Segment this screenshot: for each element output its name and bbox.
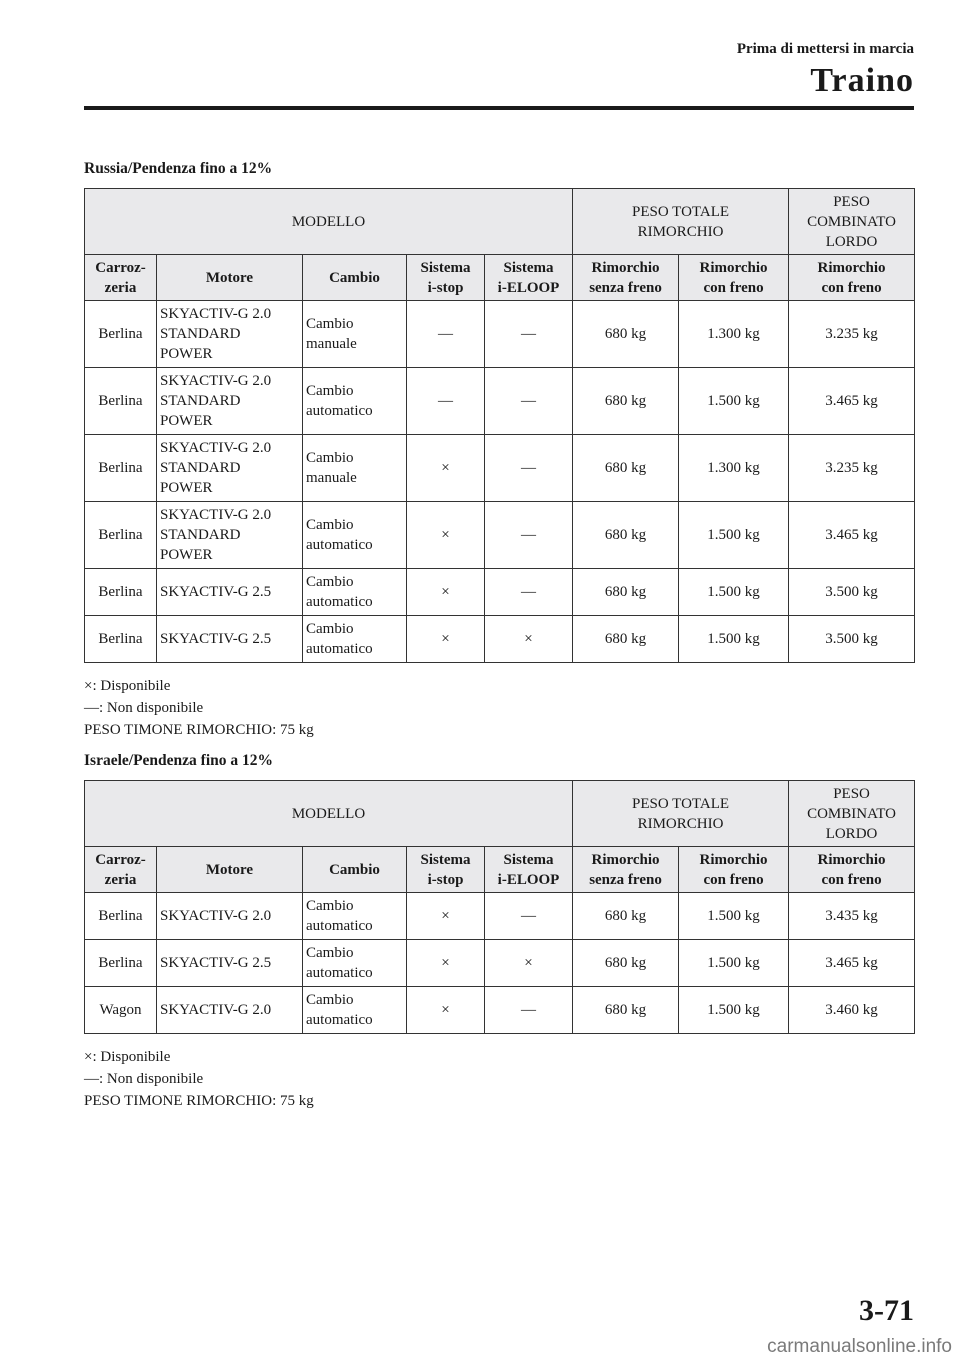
- cell-carrozzeria: Berlina: [85, 569, 157, 616]
- header-peso-totale: PESO TOTALE RIMORCHIO: [573, 189, 789, 255]
- table-row: [85, 502, 915, 569]
- header-istop: Sistema i-stop: [407, 255, 485, 301]
- header-ieloop: Sistema i-ELOOP: [485, 255, 573, 301]
- header-peso-combinato: PESO COMBINATO LORDO: [789, 189, 915, 255]
- russia-table: [84, 188, 915, 663]
- cell-peso-lordo: 3.465 kg: [789, 368, 915, 435]
- cell-carrozzeria: Berlina: [85, 940, 157, 987]
- table-row: [85, 940, 915, 987]
- russia-section: [84, 160, 914, 741]
- cell-peso-lordo: 3.235 kg: [789, 301, 915, 368]
- header-modello: MODELLO: [85, 781, 573, 847]
- cell-istop: ×: [407, 502, 485, 569]
- cell-cambio: Cambio automatico: [303, 940, 407, 987]
- cell-peso-lordo: 3.465 kg: [789, 502, 915, 569]
- header-con-freno: Rimorchio con freno: [679, 847, 789, 893]
- cell-senza-freno: 680 kg: [573, 569, 679, 616]
- cell-ieloop: —: [485, 435, 573, 502]
- header-carrozzeria: Carroz- zeria: [85, 255, 157, 301]
- cell-con-freno: 1.500 kg: [679, 987, 789, 1034]
- cell-peso-lordo: 3.435 kg: [789, 893, 915, 940]
- note-available: ×: Disponibile: [84, 678, 171, 694]
- cell-cambio: Cambio automatico: [303, 893, 407, 940]
- header-rule: [84, 106, 914, 110]
- cell-senza-freno: 680 kg: [573, 987, 679, 1034]
- table-row: [85, 987, 915, 1034]
- header-peso-totale: PESO TOTALE RIMORCHIO: [573, 781, 789, 847]
- header-istop: Sistema i-stop: [407, 847, 485, 893]
- cell-carrozzeria: Berlina: [85, 301, 157, 368]
- cell-ieloop: ×: [485, 940, 573, 987]
- cell-senza-freno: 680 kg: [573, 502, 679, 569]
- cell-ieloop: —: [485, 301, 573, 368]
- header-senza-freno: Rimorchio senza freno: [573, 255, 679, 301]
- header-senza-freno: Rimorchio senza freno: [573, 847, 679, 893]
- cell-carrozzeria: Berlina: [85, 893, 157, 940]
- section-title: Prima di mettersi in marcia: [736, 41, 914, 57]
- cell-peso-lordo: 3.465 kg: [789, 940, 915, 987]
- israele-title: Israele/Pendenza fino a 12%: [84, 752, 273, 769]
- header-cambio: Cambio: [303, 255, 407, 301]
- cell-carrozzeria: Berlina: [85, 368, 157, 435]
- cell-motore: SKYACTIV-G 2.0 STANDARD POWER: [157, 502, 303, 569]
- chapter-title: Traino: [810, 62, 914, 99]
- table-row: [85, 435, 915, 502]
- cell-motore: SKYACTIV-G 2.5: [157, 616, 303, 663]
- russia-table-body: [85, 301, 915, 663]
- cell-con-freno: 1.500 kg: [679, 569, 789, 616]
- header-motore: Motore: [157, 255, 303, 301]
- cell-motore: SKYACTIV-G 2.0 STANDARD POWER: [157, 301, 303, 368]
- cell-peso-lordo: 3.460 kg: [789, 987, 915, 1034]
- cell-senza-freno: 680 kg: [573, 893, 679, 940]
- cell-ieloop: —: [485, 569, 573, 616]
- cell-senza-freno: 680 kg: [573, 301, 679, 368]
- cell-cambio: Cambio manuale: [303, 301, 407, 368]
- cell-ieloop: —: [485, 368, 573, 435]
- cell-istop: ×: [407, 435, 485, 502]
- cell-istop: ×: [407, 893, 485, 940]
- cell-cambio: Cambio manuale: [303, 435, 407, 502]
- header-peso-combinato: PESO COMBINATO LORDO: [789, 781, 915, 847]
- cell-motore: SKYACTIV-G 2.5: [157, 569, 303, 616]
- cell-ieloop: —: [485, 893, 573, 940]
- cell-con-freno: 1.300 kg: [679, 301, 789, 368]
- table-row: [85, 368, 915, 435]
- cell-istop: —: [407, 301, 485, 368]
- header-con-freno: Rimorchio con freno: [679, 255, 789, 301]
- header-con-freno-lordo: Rimorchio con freno: [789, 847, 915, 893]
- cell-carrozzeria: Berlina: [85, 502, 157, 569]
- israele-section: [84, 752, 914, 1112]
- cell-istop: ×: [407, 987, 485, 1034]
- cell-peso-lordo: 3.500 kg: [789, 616, 915, 663]
- note-tongue-weight: PESO TIMONE RIMORCHIO: 75 kg: [84, 722, 314, 738]
- cell-ieloop: ×: [485, 616, 573, 663]
- russia-notes: [84, 675, 914, 741]
- table-row: [85, 301, 915, 368]
- cell-motore: SKYACTIV-G 2.0 STANDARD POWER: [157, 368, 303, 435]
- cell-cambio: Cambio automatico: [303, 616, 407, 663]
- cell-carrozzeria: Berlina: [85, 435, 157, 502]
- cell-motore: SKYACTIV-G 2.0 STANDARD POWER: [157, 435, 303, 502]
- table-row: [85, 893, 915, 940]
- cell-peso-lordo: 3.500 kg: [789, 569, 915, 616]
- cell-ieloop: —: [485, 987, 573, 1034]
- note-not-available: —: Non disponibile: [84, 700, 204, 716]
- cell-con-freno: 1.500 kg: [679, 940, 789, 987]
- israele-table-body: [85, 893, 915, 1034]
- cell-senza-freno: 680 kg: [573, 616, 679, 663]
- page-number: 3-71: [859, 1294, 914, 1327]
- note-not-available: —: Non disponibile: [84, 1071, 204, 1087]
- cell-senza-freno: 680 kg: [573, 368, 679, 435]
- cell-cambio: Cambio automatico: [303, 569, 407, 616]
- cell-con-freno: 1.500 kg: [679, 893, 789, 940]
- cell-cambio: Cambio automatico: [303, 987, 407, 1034]
- header-modello: MODELLO: [85, 189, 573, 255]
- cell-cambio: Cambio automatico: [303, 368, 407, 435]
- israele-notes: [84, 1046, 914, 1112]
- header-ieloop: Sistema i-ELOOP: [485, 847, 573, 893]
- cell-motore: SKYACTIV-G 2.5: [157, 940, 303, 987]
- cell-con-freno: 1.500 kg: [679, 502, 789, 569]
- cell-senza-freno: 680 kg: [573, 940, 679, 987]
- table-row: [85, 569, 915, 616]
- header-carrozzeria: Carroz- zeria: [85, 847, 157, 893]
- cell-motore: SKYACTIV-G 2.0: [157, 893, 303, 940]
- header-cambio: Cambio: [303, 847, 407, 893]
- cell-con-freno: 1.300 kg: [679, 435, 789, 502]
- note-available: ×: Disponibile: [84, 1049, 171, 1065]
- cell-istop: —: [407, 368, 485, 435]
- note-tongue-weight: PESO TIMONE RIMORCHIO: 75 kg: [84, 1093, 314, 1109]
- israele-table: [84, 780, 915, 1034]
- watermark: carmanualsonline.info: [767, 1336, 952, 1357]
- cell-motore: SKYACTIV-G 2.0: [157, 987, 303, 1034]
- cell-con-freno: 1.500 kg: [679, 368, 789, 435]
- cell-carrozzeria: Berlina: [85, 616, 157, 663]
- cell-peso-lordo: 3.235 kg: [789, 435, 915, 502]
- header-motore: Motore: [157, 847, 303, 893]
- cell-ieloop: —: [485, 502, 573, 569]
- cell-istop: ×: [407, 569, 485, 616]
- cell-con-freno: 1.500 kg: [679, 616, 789, 663]
- cell-istop: ×: [407, 616, 485, 663]
- cell-cambio: Cambio automatico: [303, 502, 407, 569]
- cell-istop: ×: [407, 940, 485, 987]
- table-row: [85, 616, 915, 663]
- cell-carrozzeria: Wagon: [85, 987, 157, 1034]
- page-header: [737, 40, 914, 100]
- header-con-freno-lordo: Rimorchio con freno: [789, 255, 915, 301]
- russia-title: Russia/Pendenza fino a 12%: [84, 160, 273, 177]
- cell-senza-freno: 680 kg: [573, 435, 679, 502]
